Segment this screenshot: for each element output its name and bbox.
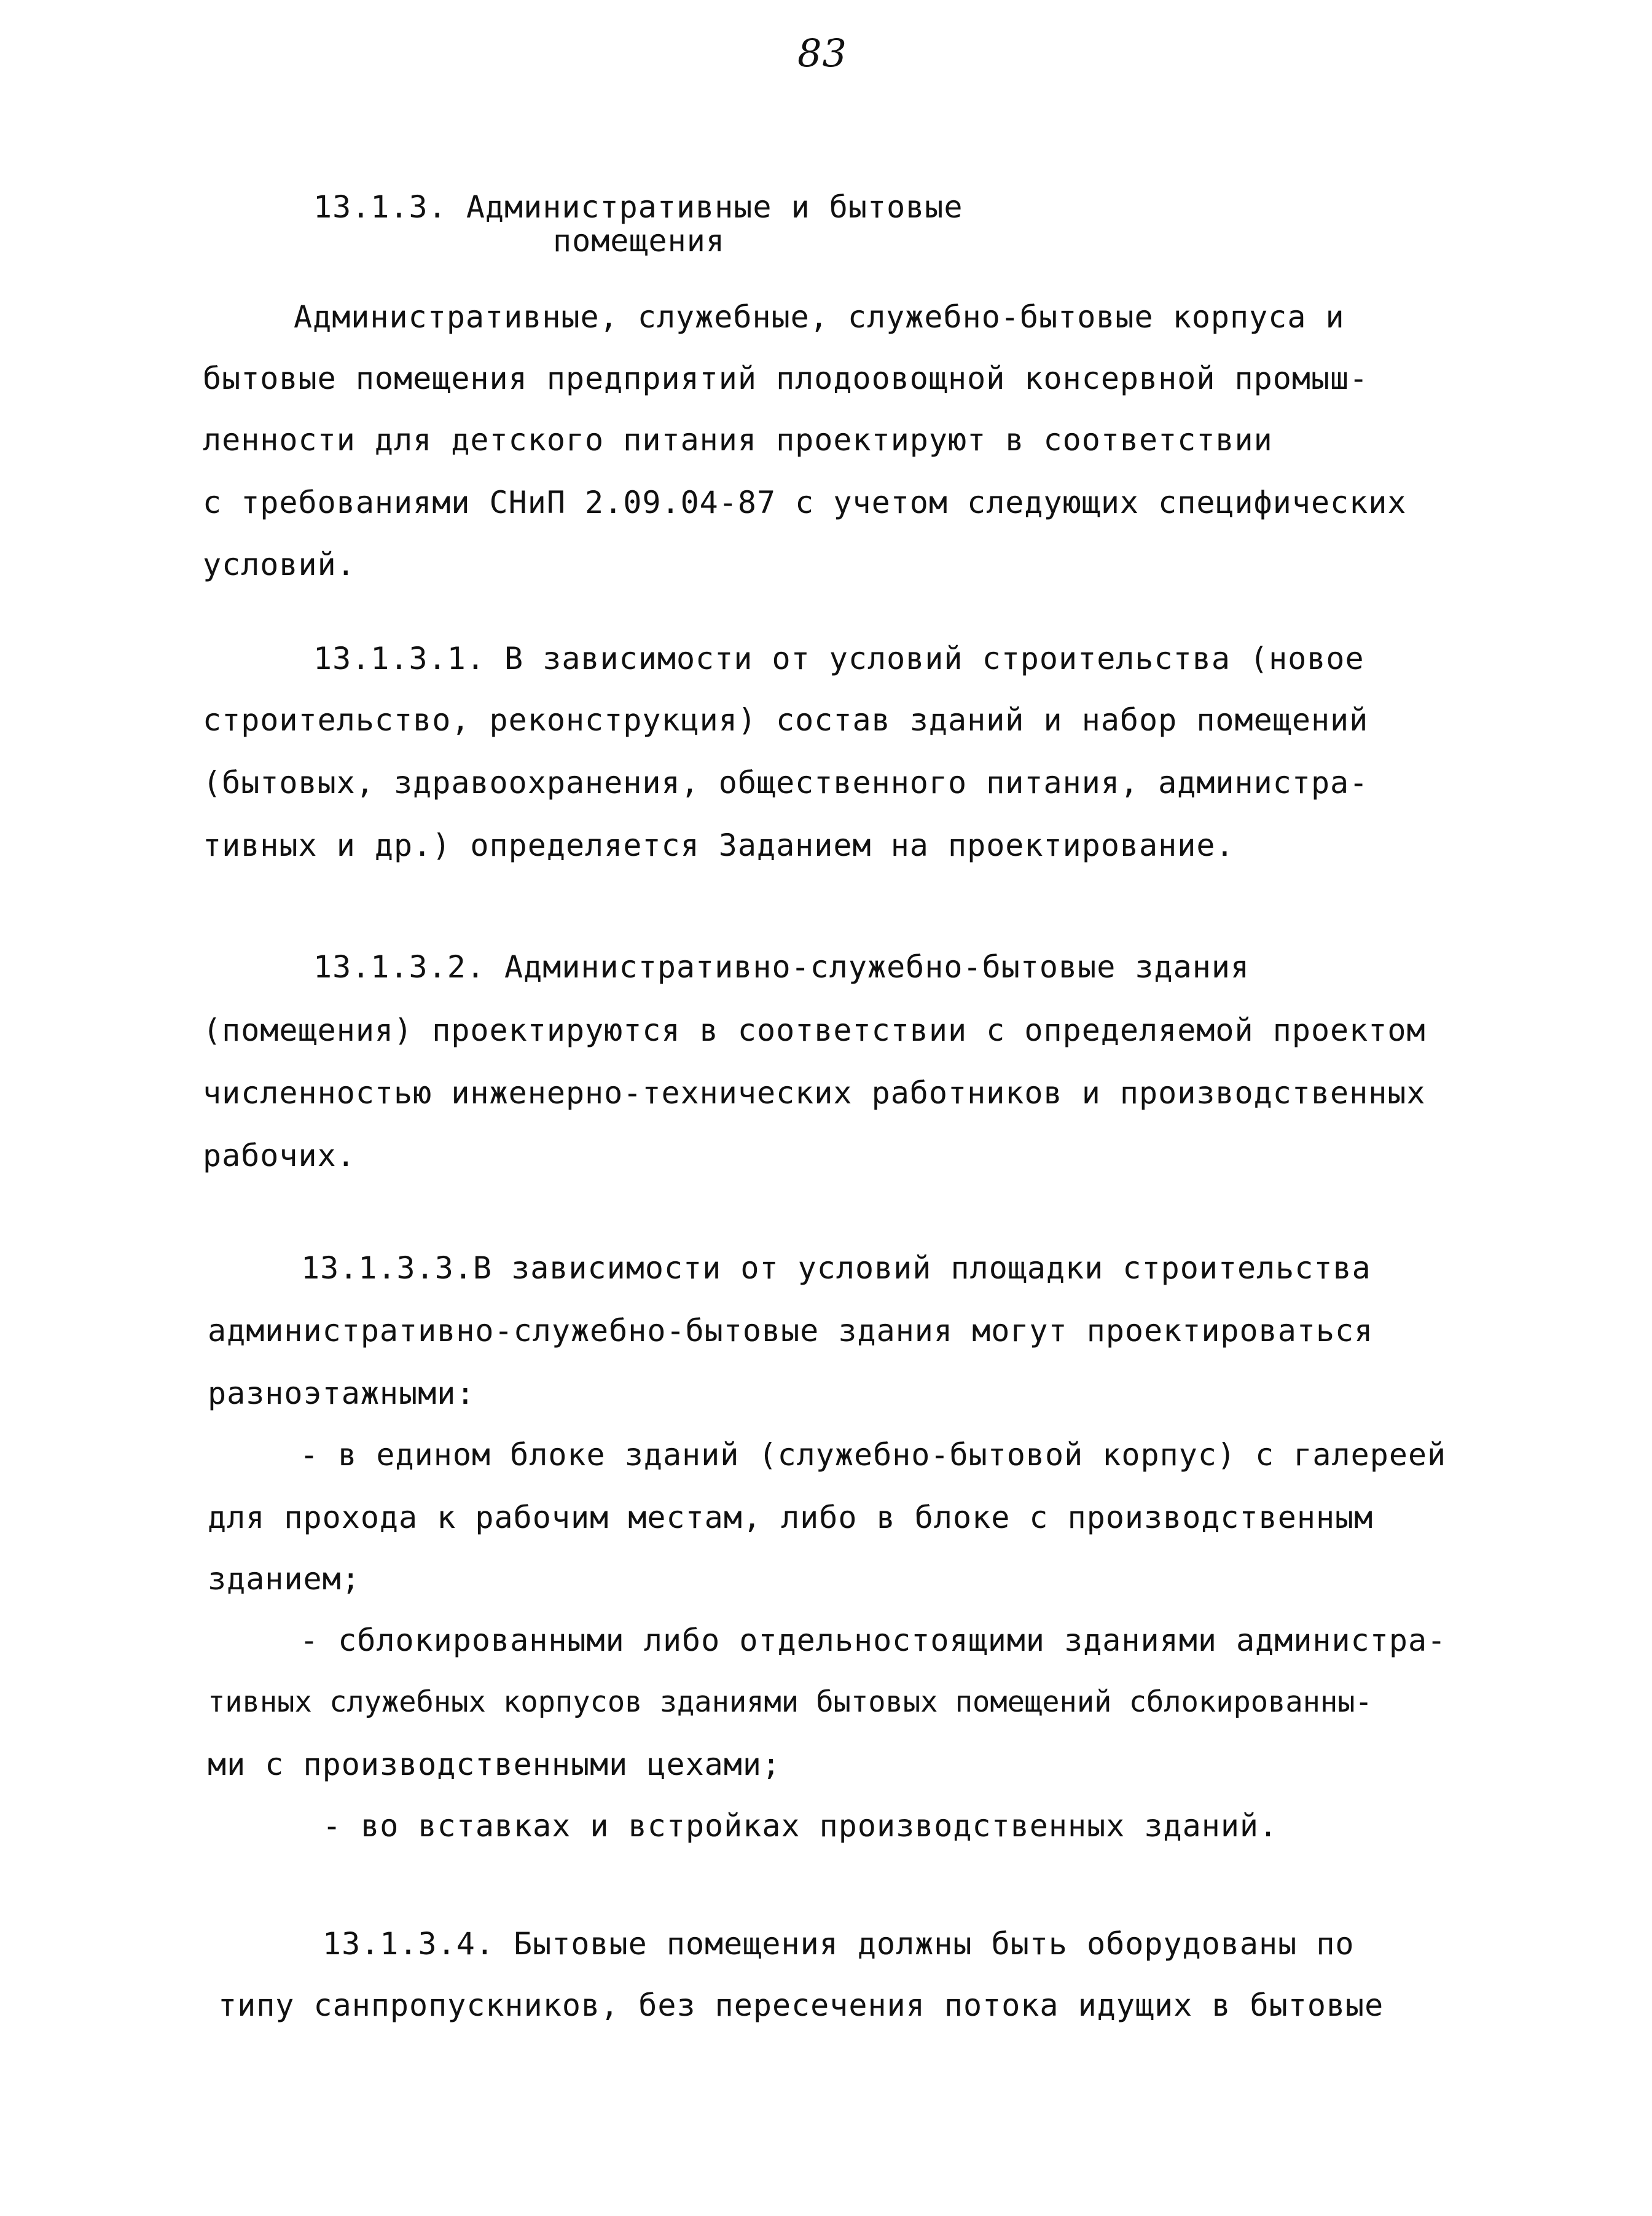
section-heading-line-1: 13.1.3. Административные и бытовые (313, 189, 963, 225)
intro-line-4: с требованиями СНиП 2.09.04-87 с учетом следующих специфических (203, 485, 1407, 520)
p2-line-2: (помещения) проектируются в соответствии с определяемой проектом (203, 1012, 1426, 1048)
p3-line-1: 13.1.3.3.В зависимости от условий площадки строительства (301, 1250, 1371, 1286)
p3-line-10: - во вставках и встройках производственных зданий. (323, 1808, 1278, 1844)
p1-line-4: тивных и др.) определяется Заданием на проектирование. (203, 828, 1235, 863)
page-number: 83 (797, 31, 847, 76)
p2-line-3: численностью инженерно-технических работников и производственных (203, 1075, 1426, 1111)
p4-line-1: 13.1.3.4. Бытовые помещения должны быть оборудованы по (323, 1926, 1355, 1962)
p1-line-1: 13.1.3.1. В зависимости от условий строительства (новое (313, 641, 1364, 676)
p3-line-2: административно-служебно-бытовые здания могут проектироваться (208, 1313, 1374, 1349)
section-heading-line-2: помещения (553, 223, 725, 259)
p3-line-5: для прохода к рабочим местам, либо в блоке с производственным (208, 1500, 1374, 1535)
intro-line-3: ленности для детского питания проектируют в соответствии (203, 422, 1273, 458)
p3-line-9: ми с производственными цехами; (208, 1747, 781, 1782)
p3-line-7: - сблокированными либо отдельностоящими зданиями администра- (300, 1623, 1447, 1658)
p1-line-2: строительство, реконструкция) состав зданий и набор помещений (203, 702, 1369, 738)
p3-line-3: разноэтажными: (208, 1376, 476, 1411)
p2-line-1: 13.1.3.2. Административно-служебно-бытовые здания (313, 949, 1250, 985)
p3-line-8: тивных служебных корпусов зданиями бытовых помещений сблокированны- (208, 1685, 1372, 1719)
intro-line-5: условий. (203, 547, 356, 582)
p2-line-4: рабочих. (203, 1138, 356, 1173)
p1-line-3: (бытовых, здравоохранения, общественного питания, администра- (203, 765, 1369, 801)
intro-line-2: бытовые помещения предприятий плодоовощной консервной промыш- (203, 361, 1369, 396)
p3-line-6: зданием; (208, 1561, 361, 1597)
intro-line-1: Административные, служебные, служебно-бытовые корпуса и (294, 299, 1345, 335)
p3-line-4: - в едином блоке зданий (служебно-бытовой корпус) с галереей (300, 1437, 1447, 1473)
p4-line-2: типу санпропускников, без пересечения потока идущих в бытовые (218, 1987, 1384, 2023)
